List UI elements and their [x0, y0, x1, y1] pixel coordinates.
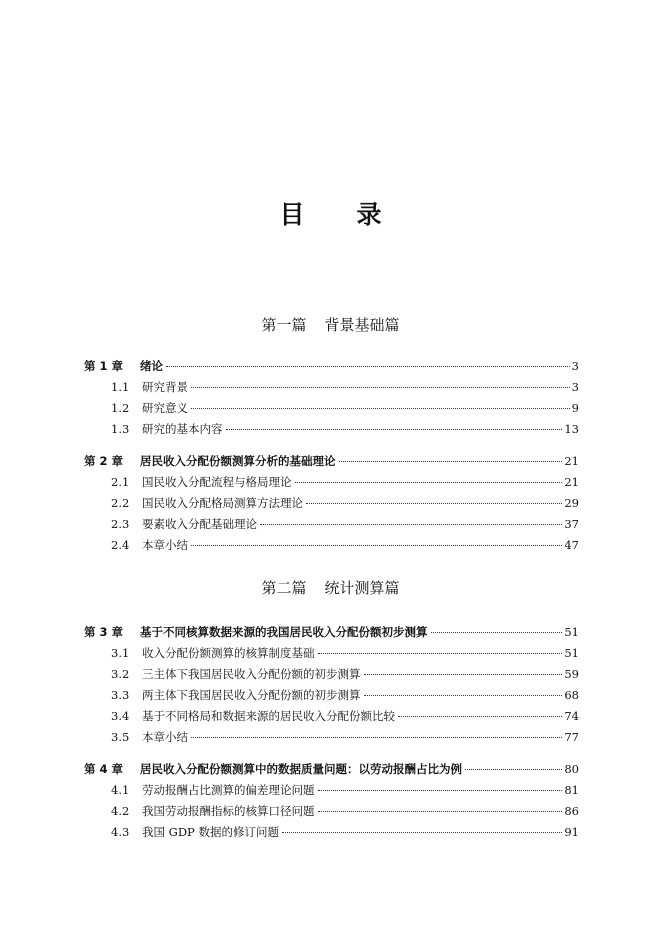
dot-leader	[465, 769, 562, 770]
toc-section[interactable]: 2.1 国民收入分配流程与格局理论 21	[111, 475, 579, 489]
dot-leader	[339, 461, 563, 462]
toc-chapter[interactable]: 第 1 章 绪论 3	[84, 359, 579, 373]
dot-leader	[191, 545, 562, 546]
dot-leader	[431, 632, 563, 633]
dot-leader	[306, 503, 562, 504]
dot-leader	[318, 653, 563, 654]
toc-section[interactable]: 1.1 研究背景 3	[111, 380, 579, 394]
toc-section[interactable]: 4.3 我国 GDP 数据的修订问题 91	[111, 825, 579, 839]
toc-section[interactable]: 1.2 研究意义 9	[111, 401, 579, 415]
toc-section[interactable]: 3.3 两主体下我国居民收入分配份额的初步测算 68	[111, 688, 579, 702]
dot-leader	[282, 832, 562, 833]
dot-leader	[191, 387, 570, 388]
part-heading-1: 第一篇 背景基础篇	[261, 316, 400, 334]
toc-chapter[interactable]: 第 3 章 基于不同核算数据来源的我国居民收入分配份额初步测算 51	[84, 625, 579, 639]
toc-section[interactable]: 2.3 要素收入分配基础理论 37	[111, 517, 579, 531]
page-title-right: 录	[356, 200, 382, 229]
toc-section[interactable]: 1.3 研究的基本内容 13	[111, 422, 579, 436]
page-title-left: 目	[279, 200, 305, 229]
toc-chapter[interactable]: 第 4 章 居民收入分配份额测算中的数据质量问题：以劳动报酬占比为例 80	[84, 762, 579, 776]
toc-section[interactable]: 2.2 国民收入分配格局测算方法理论 29	[111, 496, 579, 510]
toc-section[interactable]: 3.2 三主体下我国居民收入分配份额的初步测算 59	[111, 667, 579, 681]
dot-leader	[260, 524, 562, 525]
dot-leader	[398, 716, 562, 717]
dot-leader	[364, 695, 563, 696]
toc-section[interactable]: 3.1 收入分配份额测算的核算制度基础 51	[111, 646, 579, 660]
dot-leader	[191, 408, 570, 409]
dot-leader	[364, 674, 563, 675]
dot-leader	[318, 790, 563, 791]
dot-leader	[226, 429, 563, 430]
toc-chapter[interactable]: 第 2 章 居民收入分配份额测算分析的基础理论 21	[84, 454, 579, 468]
dot-leader	[191, 737, 562, 738]
part-heading-2: 第二篇 统计测算篇	[261, 579, 400, 597]
dot-leader	[295, 482, 563, 483]
dot-leader	[166, 366, 570, 367]
toc-section[interactable]: 3.5 本章小结 77	[111, 730, 579, 744]
toc-section[interactable]: 4.2 我国劳动报酬指标的核算口径问题 86	[111, 804, 579, 818]
toc-section[interactable]: 4.1 劳动报酬占比测算的偏差理论问题 81	[111, 783, 579, 797]
dot-leader	[318, 811, 563, 812]
toc-section[interactable]: 2.4 本章小结 47	[111, 538, 579, 552]
toc-section[interactable]: 3.4 基于不同格局和数据来源的居民收入分配份额比较 74	[111, 709, 579, 723]
page-title	[0, 195, 661, 231]
